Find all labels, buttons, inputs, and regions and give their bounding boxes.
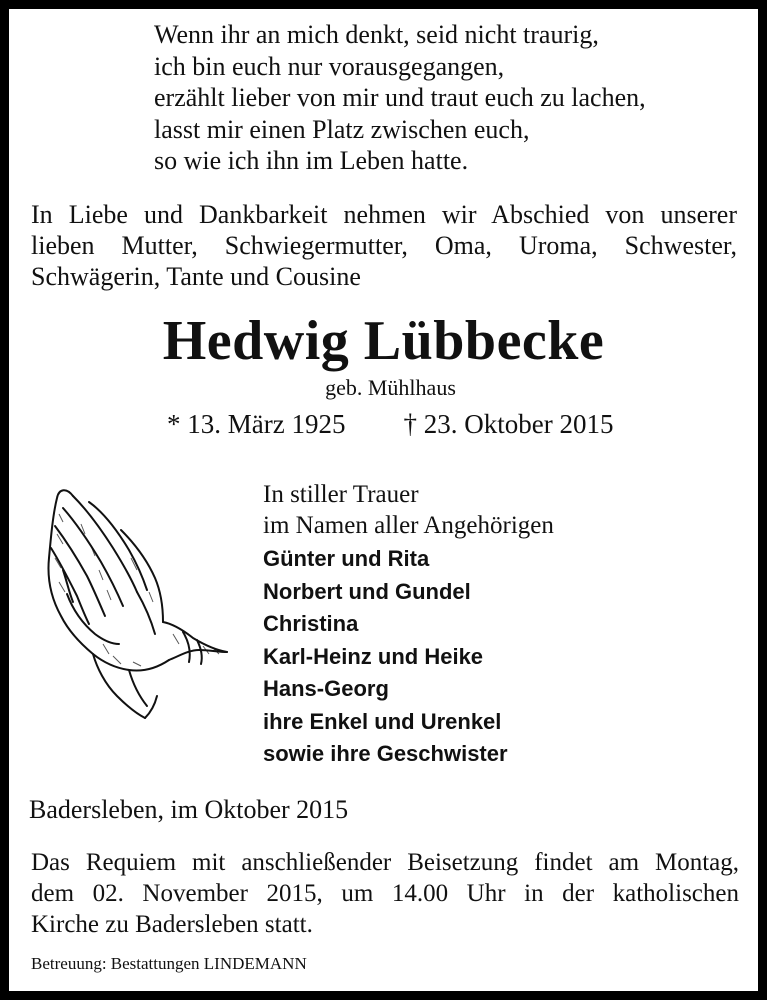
- family-member: ihre Enkel und Urenkel: [263, 708, 502, 734]
- family-member: Karl-Heinz und Heike: [263, 643, 484, 669]
- poem: [154, 19, 646, 177]
- poem-line: so wie ich ihn im Leben hatte.: [154, 146, 469, 175]
- mourning-note: [263, 479, 554, 541]
- poem-line: lasst mir einen Platz zwischen euch,: [154, 114, 530, 144]
- death-date: † 23. Oktober 2015: [403, 409, 614, 439]
- mourning-line: In stiller Trauer: [263, 481, 419, 508]
- poem-line: ich bin euch nur vorausgegangen,: [154, 51, 505, 81]
- deceased-name: Hedwig Lübbecke: [162, 310, 605, 372]
- obituary-card: [9, 9, 758, 991]
- family-member: Günter und Rita: [263, 546, 430, 571]
- family-member: Hans-Georg: [263, 676, 389, 701]
- farewell-line: Schwägerin, Tante und Cousine: [31, 262, 361, 291]
- family-member: sowie ihre Geschwister: [263, 741, 508, 766]
- birth-date: * 13. März 1925: [167, 409, 346, 439]
- farewell-text: [31, 199, 737, 292]
- place-date: Badersleben, im Oktober 2015: [29, 795, 349, 824]
- maiden-name: geb. Mühlhaus: [325, 375, 456, 400]
- farewell-line: lieben Mutter, Schwiegermutter, Oma, Uroma, Schwester,: [31, 231, 737, 260]
- family-member: Norbert und Gundel: [263, 578, 471, 604]
- poem-line: Wenn ihr an mich denkt, seid nicht traurig,: [154, 20, 599, 49]
- family-member: Christina: [263, 611, 359, 636]
- praying-hands-icon: [33, 474, 233, 724]
- farewell-line: In Liebe und Dankbarkeit nehmen wir Abschied von unserer: [31, 200, 737, 229]
- funeral-home-credit: Betreuung: Bestattungen LINDEMANN: [31, 954, 307, 973]
- poem-line: erzählt lieber von mir und traut euch zu lachen,: [154, 83, 646, 112]
- requiem-line: dem 02. November 2015, um 14.00 Uhr in der katholischen: [31, 880, 739, 907]
- life-dates: [167, 409, 613, 440]
- requiem-notice: [31, 847, 739, 940]
- mourning-line: im Namen aller Angehörigen: [263, 512, 554, 539]
- requiem-line: Kirche zu Badersleben statt.: [31, 911, 313, 938]
- family-list: [263, 543, 508, 771]
- requiem-line: Das Requiem mit anschließender Beisetzung findet am Montag,: [31, 849, 739, 876]
